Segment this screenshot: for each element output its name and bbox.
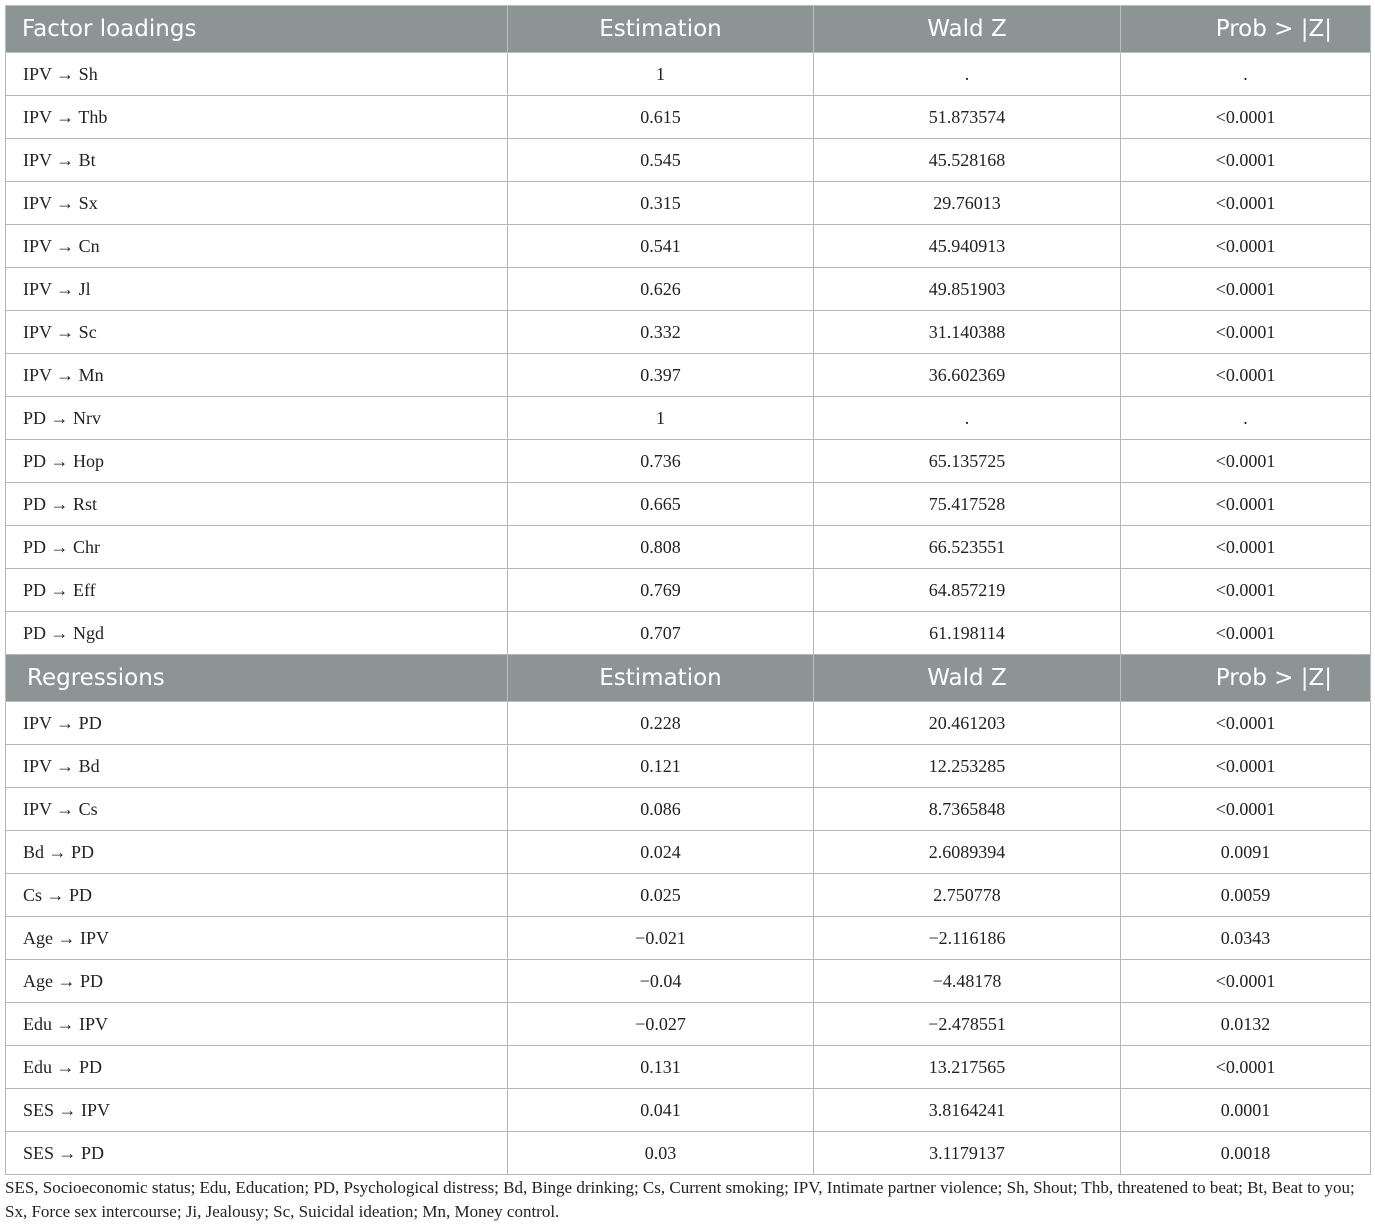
wald-z-cell: 65.135725 — [814, 440, 1121, 483]
path-cell: PD → Eff — [6, 569, 508, 612]
path-cell: PD → Rst — [6, 483, 508, 526]
path-cell: IPV → Sc — [6, 311, 508, 354]
path-cell: IPV → Mn — [6, 354, 508, 397]
prob-cell: <0.0001 — [1121, 440, 1371, 483]
results-table — [5, 5, 1371, 1175]
estimation-cell: 0.769 — [508, 569, 814, 612]
path-cell: IPV → Jl — [6, 268, 508, 311]
table-footnote: SES, Socioeconomic status; Edu, Education; PD, Psychological distress; Bd, Binge drinking; Cs, Current smoking; IPV, Intimate partner violence; Sh, Shout; Thb, threatened to beat; Bt, Beat to you; Sx, Force sex intercourse; Ji, Jealousy; Sc, Suicidal ideation; Mn, Money control. — [5, 1178, 1355, 1221]
prob-cell: . — [1121, 53, 1371, 96]
table-row — [6, 874, 1371, 917]
wald-z-cell: 2.6089394 — [814, 831, 1121, 874]
wald-z-cell: −4.48178 — [814, 960, 1121, 1003]
header-prob-z: Prob > |Z| — [1121, 6, 1371, 53]
estimation-cell: −0.021 — [508, 917, 814, 960]
path-cell: Age → IPV — [6, 917, 508, 960]
estimation-cell: 0.024 — [508, 831, 814, 874]
prob-cell: <0.0001 — [1121, 354, 1371, 397]
regressions-body — [6, 702, 1371, 1175]
estimation-cell: 0.025 — [508, 874, 814, 917]
wald-z-cell: 31.140388 — [814, 311, 1121, 354]
header-wald-z: Wald Z — [814, 655, 1121, 702]
wald-z-cell: 45.940913 — [814, 225, 1121, 268]
wald-z-cell: 20.461203 — [814, 702, 1121, 745]
path-cell: PD → Nrv — [6, 397, 508, 440]
table-row — [6, 354, 1371, 397]
estimation-cell: 0.228 — [508, 702, 814, 745]
estimation-cell: 0.808 — [508, 526, 814, 569]
path-cell: IPV → Sx — [6, 182, 508, 225]
table-row — [6, 612, 1371, 655]
wald-z-cell: 13.217565 — [814, 1046, 1121, 1089]
table-row — [6, 139, 1371, 182]
estimation-cell: 0.315 — [508, 182, 814, 225]
wald-z-cell: 8.7365848 — [814, 788, 1121, 831]
path-cell: Age → PD — [6, 960, 508, 1003]
table-row — [6, 526, 1371, 569]
table-row — [6, 1089, 1371, 1132]
estimation-cell: 0.626 — [508, 268, 814, 311]
estimation-cell: 0.121 — [508, 745, 814, 788]
estimation-cell: 0.041 — [508, 1089, 814, 1132]
table-row — [6, 1003, 1371, 1046]
estimation-cell: 0.615 — [508, 96, 814, 139]
table-row — [6, 960, 1371, 1003]
prob-cell: <0.0001 — [1121, 139, 1371, 182]
wald-z-cell: . — [814, 397, 1121, 440]
header-estimation: Estimation — [508, 6, 814, 53]
prob-cell: <0.0001 — [1121, 745, 1371, 788]
factor-loadings-header — [6, 6, 1371, 53]
prob-cell: <0.0001 — [1121, 225, 1371, 268]
header-estimation: Estimation — [508, 655, 814, 702]
path-cell: Cs → PD — [6, 874, 508, 917]
wald-z-cell: 66.523551 — [814, 526, 1121, 569]
wald-z-cell: 45.528168 — [814, 139, 1121, 182]
estimation-cell: 1 — [508, 53, 814, 96]
table-row — [6, 569, 1371, 612]
estimation-cell: 0.131 — [508, 1046, 814, 1089]
prob-cell: 0.0091 — [1121, 831, 1371, 874]
prob-cell: 0.0059 — [1121, 874, 1371, 917]
table-row — [6, 483, 1371, 526]
wald-z-cell: −2.116186 — [814, 917, 1121, 960]
header-row — [6, 655, 1371, 702]
path-cell: PD → Ngd — [6, 612, 508, 655]
path-cell: IPV → Sh — [6, 53, 508, 96]
prob-cell: <0.0001 — [1121, 182, 1371, 225]
wald-z-cell: 61.198114 — [814, 612, 1121, 655]
path-cell: IPV → Thb — [6, 96, 508, 139]
wald-z-cell: 51.873574 — [814, 96, 1121, 139]
prob-cell: <0.0001 — [1121, 526, 1371, 569]
header-factor-loadings: Factor loadings — [6, 6, 508, 53]
wald-z-cell: 36.602369 — [814, 354, 1121, 397]
path-cell: IPV → Cn — [6, 225, 508, 268]
estimation-cell: 0.332 — [508, 311, 814, 354]
prob-cell: <0.0001 — [1121, 788, 1371, 831]
table-row — [6, 96, 1371, 139]
table-row — [6, 311, 1371, 354]
prob-cell: <0.0001 — [1121, 569, 1371, 612]
header-wald-z: Wald Z — [814, 6, 1121, 53]
estimation-cell: −0.04 — [508, 960, 814, 1003]
header-row — [6, 6, 1371, 53]
path-cell: IPV → Cs — [6, 788, 508, 831]
wald-z-cell: 3.1179137 — [814, 1132, 1121, 1175]
path-cell: PD → Chr — [6, 526, 508, 569]
header-prob-z: Prob > |Z| — [1121, 655, 1371, 702]
prob-cell: 0.0018 — [1121, 1132, 1371, 1175]
path-cell: SES → PD — [6, 1132, 508, 1175]
table-row — [6, 53, 1371, 96]
path-cell: IPV → PD — [6, 702, 508, 745]
table-row — [6, 831, 1371, 874]
path-cell: Edu → IPV — [6, 1003, 508, 1046]
estimation-cell: 0.541 — [508, 225, 814, 268]
prob-cell: <0.0001 — [1121, 1046, 1371, 1089]
prob-cell: 0.0343 — [1121, 917, 1371, 960]
prob-cell: <0.0001 — [1121, 960, 1371, 1003]
table-row — [6, 225, 1371, 268]
path-cell: IPV → Bt — [6, 139, 508, 182]
estimation-cell: 0.545 — [508, 139, 814, 182]
path-cell: Edu → PD — [6, 1046, 508, 1089]
path-cell: Bd → PD — [6, 831, 508, 874]
table-row — [6, 182, 1371, 225]
table-row — [6, 917, 1371, 960]
path-cell: SES → IPV — [6, 1089, 508, 1132]
wald-z-cell: 12.253285 — [814, 745, 1121, 788]
table-row — [6, 1132, 1371, 1175]
wald-z-cell: . — [814, 53, 1121, 96]
wald-z-cell: 3.8164241 — [814, 1089, 1121, 1132]
regressions-header — [6, 655, 1371, 702]
wald-z-cell: 49.851903 — [814, 268, 1121, 311]
prob-cell: 0.0001 — [1121, 1089, 1371, 1132]
prob-cell: <0.0001 — [1121, 268, 1371, 311]
estimation-cell: 0.086 — [508, 788, 814, 831]
wald-z-cell: 2.750778 — [814, 874, 1121, 917]
path-cell: IPV → Bd — [6, 745, 508, 788]
wald-z-cell: 75.417528 — [814, 483, 1121, 526]
prob-cell: <0.0001 — [1121, 311, 1371, 354]
wald-z-cell: 29.76013 — [814, 182, 1121, 225]
prob-cell: <0.0001 — [1121, 702, 1371, 745]
results-table-container — [5, 5, 1370, 1175]
prob-cell: <0.0001 — [1121, 483, 1371, 526]
estimation-cell: 0.736 — [508, 440, 814, 483]
prob-cell: . — [1121, 397, 1371, 440]
table-row — [6, 268, 1371, 311]
prob-cell: <0.0001 — [1121, 612, 1371, 655]
estimation-cell: 0.665 — [508, 483, 814, 526]
prob-cell: 0.0132 — [1121, 1003, 1371, 1046]
table-row — [6, 788, 1371, 831]
prob-cell: <0.0001 — [1121, 96, 1371, 139]
estimation-cell: 1 — [508, 397, 814, 440]
estimation-cell: 0.397 — [508, 354, 814, 397]
wald-z-cell: −2.478551 — [814, 1003, 1121, 1046]
path-cell: PD → Hop — [6, 440, 508, 483]
table-row — [6, 745, 1371, 788]
estimation-cell: −0.027 — [508, 1003, 814, 1046]
header-regressions: Regressions — [6, 655, 508, 702]
table-row — [6, 702, 1371, 745]
estimation-cell: 0.707 — [508, 612, 814, 655]
table-row — [6, 1046, 1371, 1089]
wald-z-cell: 64.857219 — [814, 569, 1121, 612]
estimation-cell: 0.03 — [508, 1132, 814, 1175]
table-row — [6, 440, 1371, 483]
factor-loadings-body — [6, 53, 1371, 655]
table-row — [6, 397, 1371, 440]
